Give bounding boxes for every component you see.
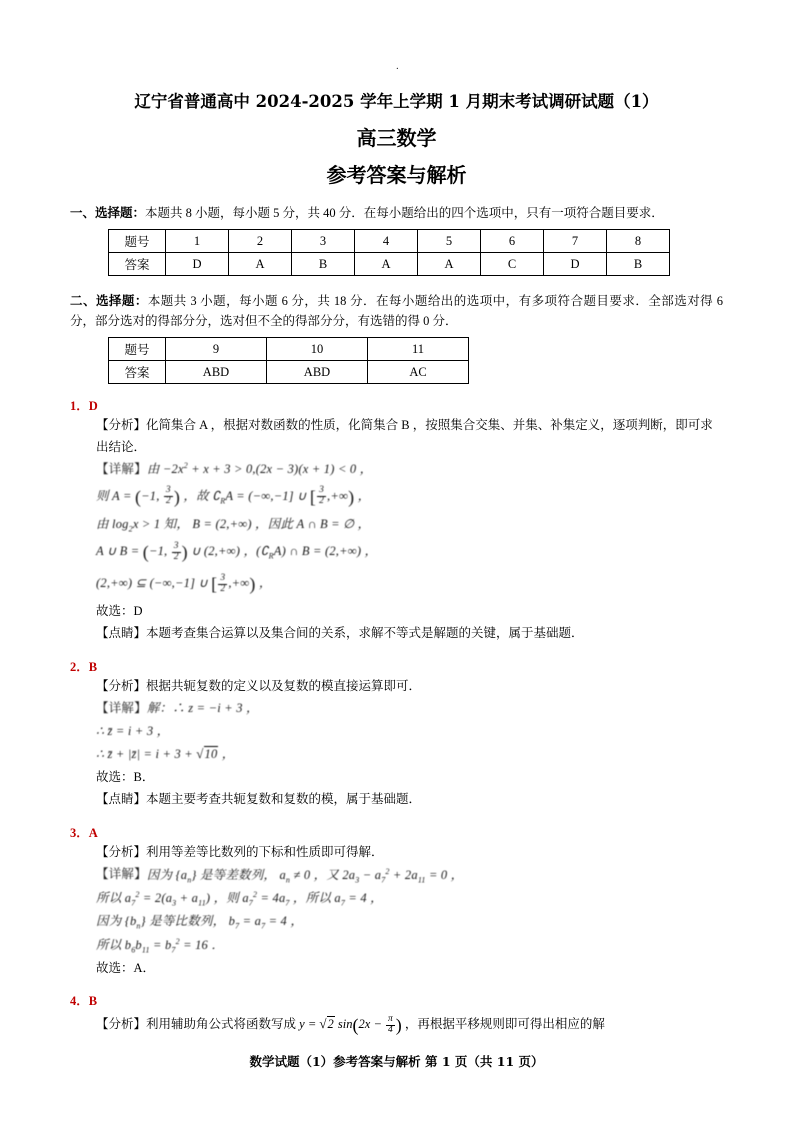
solution-number-2: 2．B (70, 659, 98, 674)
line-tag: 【分析】 (96, 844, 147, 859)
section-1-answer-table (108, 229, 670, 276)
solution-line (96, 415, 723, 458)
solution-line (96, 514, 723, 536)
section-1-label: 一、选择题： (70, 206, 146, 220)
solution-line (96, 743, 723, 766)
row-label-number: 题号 (109, 230, 166, 253)
line-tag: 【分析】 (96, 418, 147, 433)
line-tag: 【详解】 (96, 701, 147, 716)
solution-line (96, 459, 723, 481)
solution-line (96, 911, 723, 933)
cell: D (166, 253, 229, 276)
solution-number-3: 3．A (70, 825, 98, 840)
line-text: 故选：A． (96, 960, 156, 975)
cell: AC (368, 361, 469, 384)
table-row (109, 361, 469, 384)
solution-line (96, 789, 723, 811)
table-row (109, 253, 670, 276)
line-tag: 【点睛】 (96, 792, 147, 807)
solution-line (96, 569, 723, 600)
table-row (109, 230, 670, 253)
page-footer: 数学试题（1）参考答案与解析 第 1 页（共 11 页） (249, 1054, 544, 1069)
solution-line (96, 698, 723, 720)
cell: 1 (166, 230, 229, 253)
solution-line (96, 676, 723, 698)
line-text: 所以 $b_6b_{11} = b_7^2 = 16$ ． (96, 936, 225, 955)
row-label-number: 题号 (109, 338, 166, 361)
section-1-intro (70, 204, 723, 223)
solution-line (96, 537, 723, 568)
cell: 3 (292, 230, 355, 253)
line-text: 因为 $\{a_n\}$ 是等差数列， $a_n \ne 0$ ，又 $2a_3 - a_7^2 + 2a_{11} = 0$ ， (146, 866, 464, 885)
cell: 7 (544, 230, 607, 253)
line-tag: 【分析】 (96, 1017, 147, 1032)
row-label-answer: 答案 (109, 361, 166, 384)
solution-line (96, 623, 723, 645)
cell: A (418, 253, 481, 276)
line-text: 故选：D (96, 603, 143, 618)
solution-line (96, 1010, 723, 1041)
cell: 11 (368, 338, 469, 361)
line-text: (2,+∞) ⊆ (−∞,−1] ∪ [ $\frac{3}{2}$ ,+∞) ， (96, 572, 272, 594)
solution-line (96, 482, 723, 513)
line-tag: 【详解】 (96, 867, 147, 882)
solution-line (96, 842, 723, 864)
line-text: 解：∴ z = −i + 3 ， (146, 701, 259, 716)
line-tag: 【分析】 (96, 678, 147, 693)
solution-line (96, 767, 723, 789)
section-2-intro (70, 292, 723, 331)
answers-title: 参考答案与解析 (326, 163, 467, 187)
cell: 10 (267, 338, 368, 361)
page-title: 辽宁省普通高中 2024-2025 学年上学期 1 月期末考试调研试题（1） (134, 92, 659, 111)
line-text: 因为 $\{b_n\}$ 是等比数列， $b_7 = a_7 = 4$ ， (96, 914, 304, 931)
line-text: 本题主要考查共轭复数和复数的模，属于基础题． (146, 792, 422, 807)
solution-number-1: 1．D (70, 399, 98, 414)
solution-line (96, 864, 723, 886)
solution-body-1 (96, 415, 723, 645)
solution-line (96, 601, 723, 623)
line-text: A ∪ B = (−1, $\frac{3}{2}$ ) ∪ (2,+∞) ，$(∁_RA)$ ∩ B = (2,+∞) ， (96, 540, 378, 562)
line-text: 则 A = (−1, $\frac{3}{2}$ ) ，故 $∁_RA = (-\infty,-1]$ ∪ [ $\frac{3}{2}$ ,+∞) ， (96, 485, 371, 507)
section-2-label: 二、选择题： (70, 294, 148, 309)
line-tag: 【详解】 (96, 462, 147, 477)
cell: B (292, 253, 355, 276)
cell: 8 (607, 230, 670, 253)
cell: B (607, 253, 670, 276)
line-text: 化简集合 A ，根据对数函数的性质，化简集合 B ，按照集合交集、并集、补集定义，逐项判断，即可求出结论． (96, 418, 713, 454)
section-2-text: 本题共 3 小题，每小题 6 分，共 18 分．在每小题给出的选项中，有多项符合题目要求．全部选对得 6 分，部分选对的得部分分，选对但不全的得部分分，有选错的得 0 分． (70, 294, 723, 328)
solution-line (96, 934, 723, 956)
section-1-text: 本题共 8 小题，每小题 5 分，共 40 分．在每小题给出的四个选项中，只有一项符合题目要求． (145, 206, 664, 220)
cell: D (544, 253, 607, 276)
cell: 5 (418, 230, 481, 253)
line-text: ∴ z̄ = i + 3 ， (96, 723, 170, 738)
section-2-answer-table (108, 337, 469, 384)
line-text: 本题考查集合运算以及集合间的关系，求解不等式是解题的关键，属于基础题． (146, 626, 584, 641)
cell: A (355, 253, 418, 276)
cell: ABD (267, 361, 368, 384)
line-text: 根据共轭复数的定义以及复数的模直接运算即可． (146, 678, 422, 693)
cell: 2 (229, 230, 292, 253)
solution-body-3 (96, 842, 723, 979)
solution-number-4: 4．B (70, 994, 98, 1009)
subject-title: 高三数学 (356, 126, 437, 150)
cell: 9 (166, 338, 267, 361)
line-text: 所以 $a_7^2 = 2(a_3 + a_{11})$ ，则 $a_7^2 = 4a_7$ ，所以 $a_7 = 4$ ， (96, 889, 383, 908)
line-text: 由 $-2x^2 + x + 3 > 0,(2x - 3)(x + 1) < 0$ ， (146, 461, 373, 477)
cell: C (481, 253, 544, 276)
cell: 6 (481, 230, 544, 253)
solution-line (96, 888, 723, 910)
solution-line (96, 958, 723, 980)
solution-body-4 (96, 1010, 723, 1041)
cell: A (229, 253, 292, 276)
line-text: 利用等差等比数列的下标和性质即可得解． (146, 844, 384, 859)
table-row (109, 338, 469, 361)
solution-line (96, 721, 723, 743)
line-text: 故选：B． (96, 769, 155, 784)
line-text: 利用辅助角公式将函数写成 y = √2 sin(2x − $\frac{\pi}{4}$ ) ，再根据平移规则即可得出相应的解 (146, 1014, 605, 1036)
top-dot-mark: . (396, 60, 399, 72)
line-tag: 【点睛】 (96, 626, 147, 641)
cell: 4 (355, 230, 418, 253)
line-text: 由 $\log_2x > 1$ 知， B = (2,+∞) ，因此 A ∩ B = ∅ ， (96, 516, 371, 534)
cell: ABD (166, 361, 267, 384)
line-text: ∴ z̄ + |z̄| = i + 3 + √10 ， (96, 746, 235, 762)
row-label-answer: 答案 (109, 253, 166, 276)
solution-body-2 (96, 676, 723, 811)
